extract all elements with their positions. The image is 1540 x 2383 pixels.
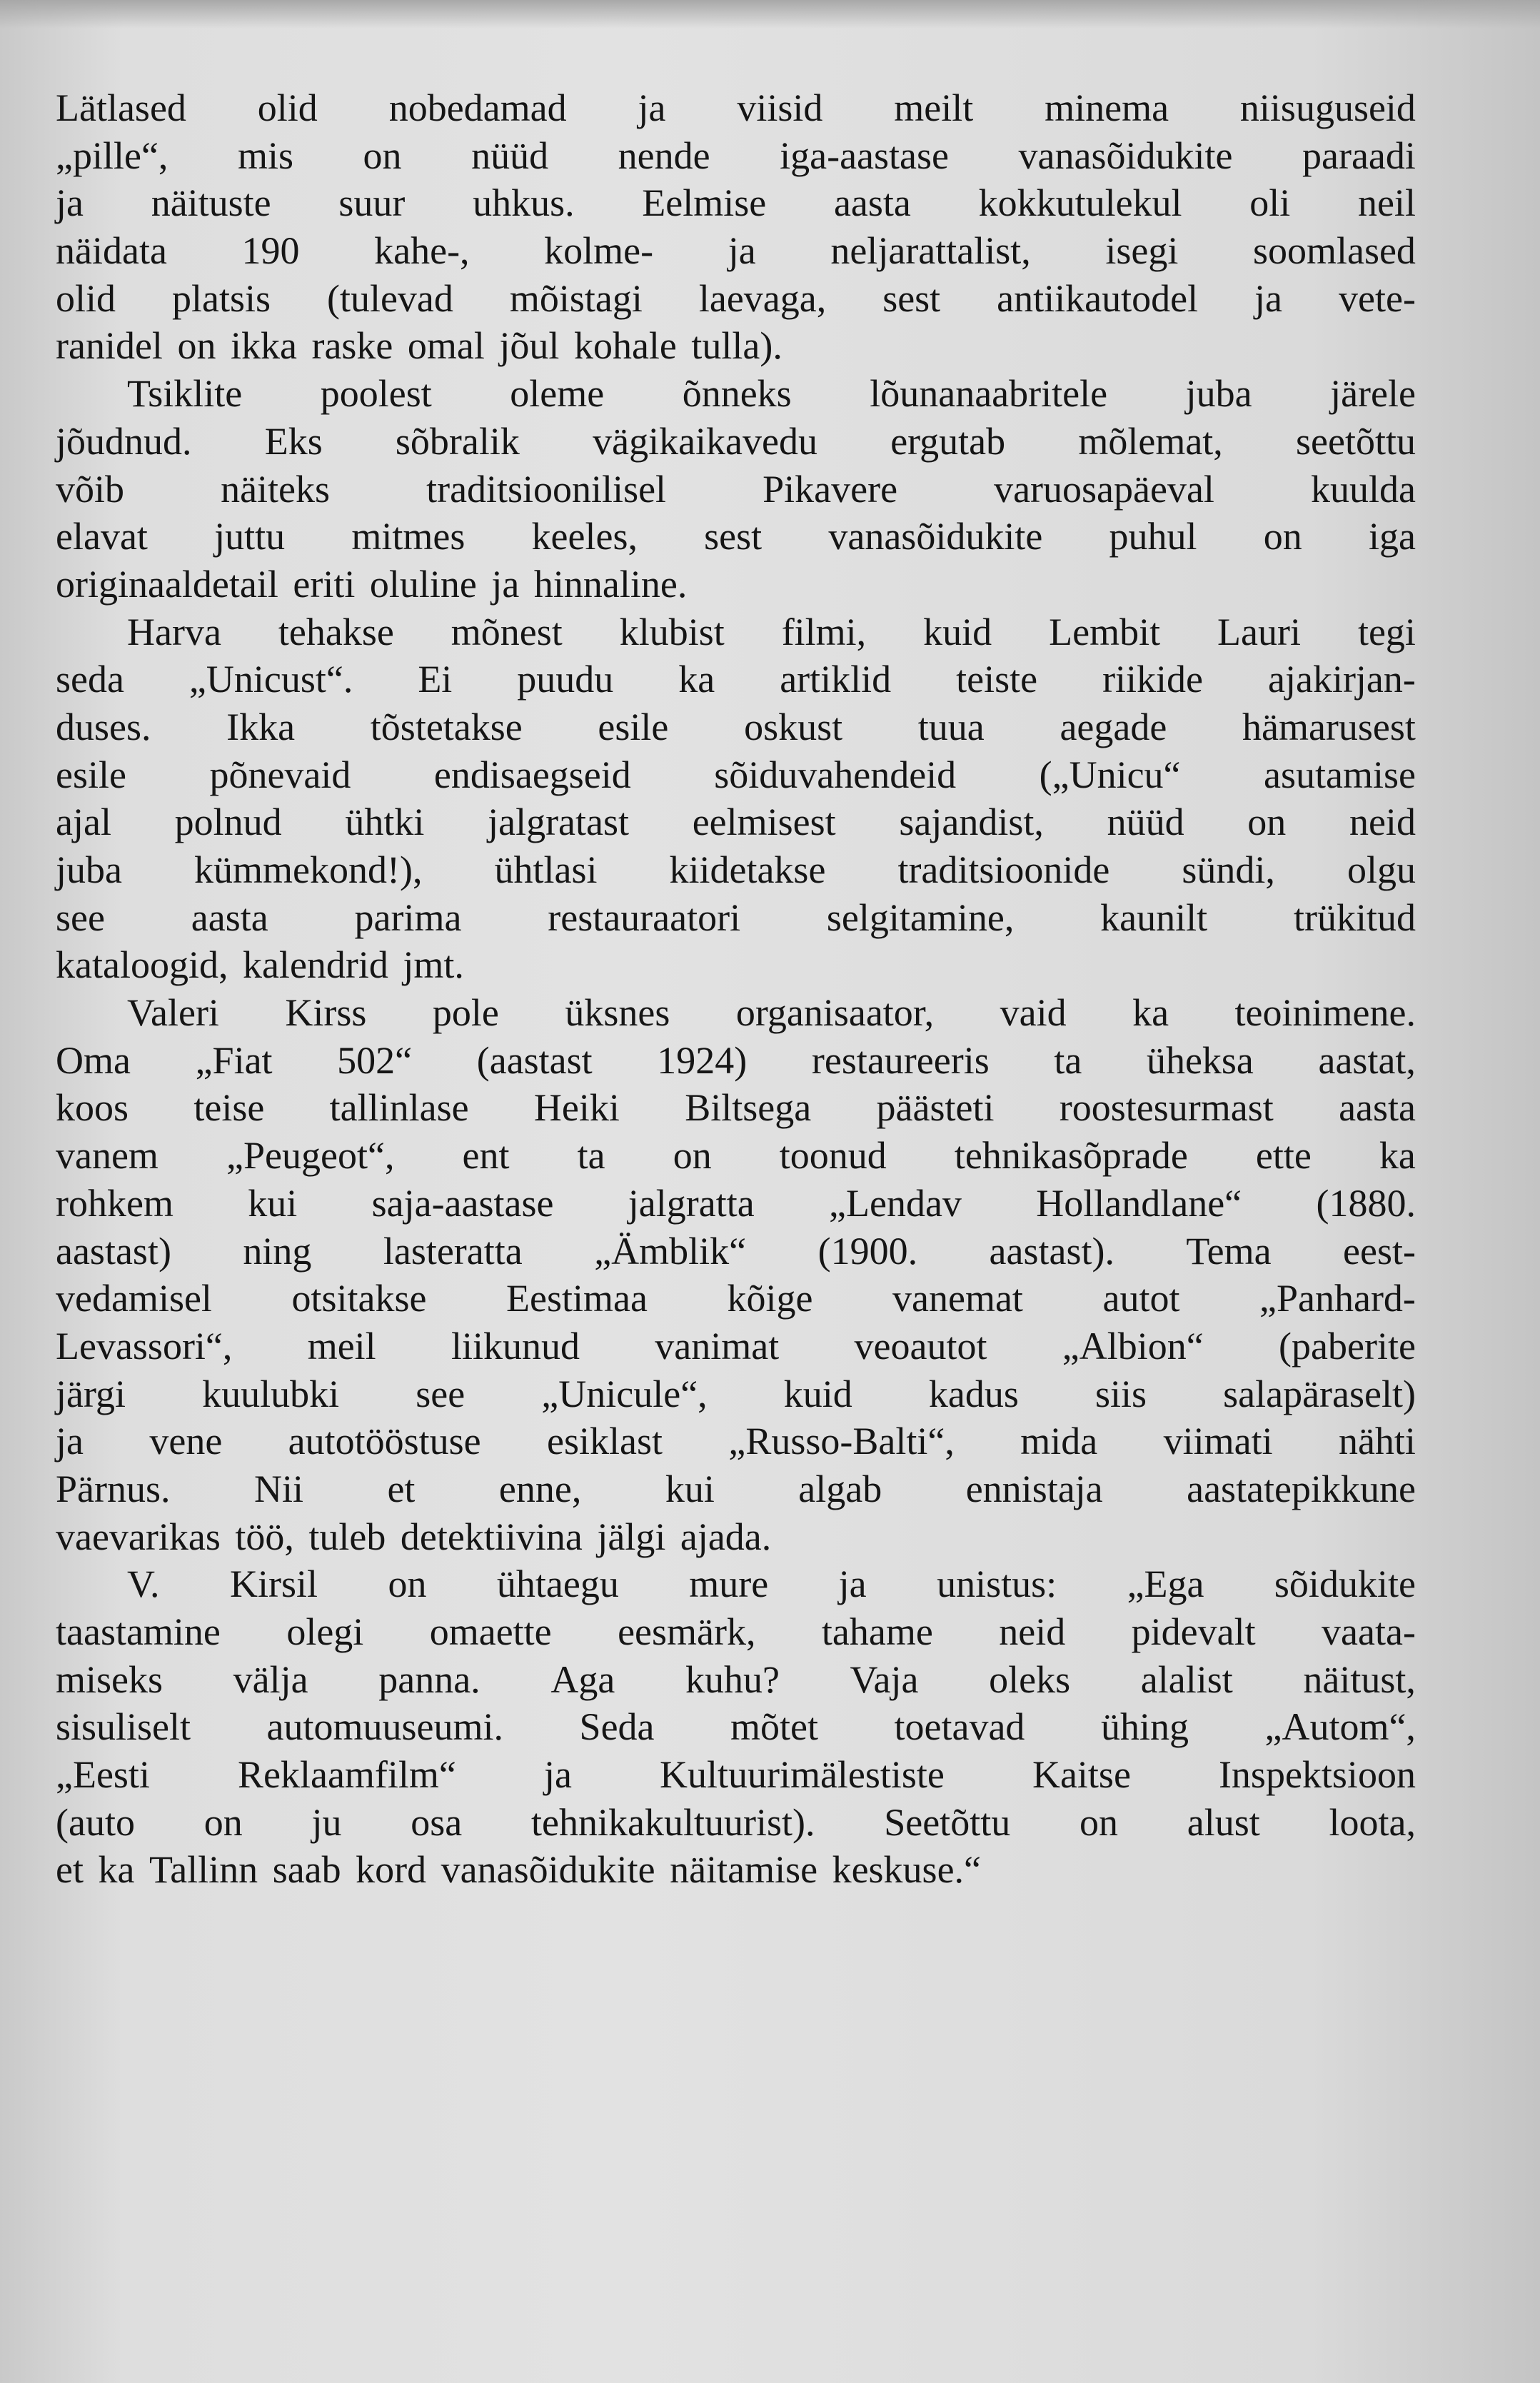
text-line: Levassori“, meil liikunud vanimat veoautot „Albion“ (paberite: [56, 1324, 1416, 1368]
text-line: ja vene autotööstuse esiklast „Russo-Balti“, mida viimati nähti: [56, 1420, 1416, 1463]
text-line: ja näituste suur uhkus. Eelmise aasta kokkutulekul oli neil: [56, 181, 1416, 225]
text-line: rohkem kui saja-aastase jalgratta „Lendav Hollandlane“ (1880.: [56, 1181, 1416, 1225]
text-line: ranidel on ikka raske omal jõul kohale tulla).: [56, 324, 782, 368]
text-line: esile põnevaid endisaegseid sõiduvahendeid („Unicu“ asutamise: [56, 753, 1416, 796]
text-line: vaevarikas töö, tuleb detektiivina jälgi ajada.: [56, 1515, 772, 1558]
text-line: Lätlased olid nobedamad ja viisid meilt minema niisuguseid: [56, 86, 1416, 129]
text-line: Harva tehakse mõnest klubist filmi, kuid Lembit Lauri tegi: [127, 610, 1416, 653]
text-line: miseks välja panna. Aga kuhu? Vaja oleks alalist näitust,: [56, 1657, 1416, 1701]
page-top-shadow: [0, 0, 1540, 29]
text-line: duses. Ikka tõstetakse esile oskust tuua aegade hämarusest: [56, 705, 1416, 748]
text-line: „pille“, mis on nüüd nende iga-aastase vanasõidukite paraadi: [56, 134, 1416, 177]
text-line: näidata 190 kahe-, kolme- ja neljarattalist, isegi soomlased: [56, 229, 1416, 273]
text-line: elavat juttu mitmes keeles, sest vanasõidukite puhul on iga: [56, 515, 1416, 558]
text-line: Tsiklite poolest oleme õnneks lõunanaabritele juba järele: [127, 372, 1416, 416]
text-line: (auto on ju osa tehnikakultuurist). Seetõttu on alust loota,: [56, 1800, 1416, 1844]
text-line: Oma „Fiat 502“ (aastast 1924) restaureeris ta üheksa aastat,: [56, 1038, 1416, 1082]
text-line: koos teise tallinlase Heiki Biltsega päästeti roostesurmast aasta: [56, 1086, 1416, 1130]
text-line: Pärnus. Nii et enne, kui algab ennistaja aastatepikkune: [56, 1467, 1416, 1510]
text-line: vedamisel otsitakse Eestimaa kõige vanemat autot „Panhard-: [56, 1277, 1416, 1320]
text-line: Valeri Kirss pole üksnes organisaator, vaid ka teoinimene.: [127, 991, 1416, 1035]
text-line: et ka Tallinn saab kord vanasõidukite näitamise keskuse.“: [56, 1848, 982, 1892]
text-line: järgi kuulubki see „Unicule“, kuid kadus siis salapäraselt): [56, 1372, 1416, 1415]
text-line: võib näiteks traditsioonilisel Pikavere varuosapäeval kuulda: [56, 467, 1416, 511]
text-line: taastamine olegi omaette eesmärk, tahame neid pidevalt vaata-: [56, 1610, 1416, 1653]
text-line: „Eesti Reklaamfilm“ ja Kultuurimälestiste Kaitse Inspektsioon: [56, 1753, 1416, 1797]
text-line: jõudnud. Eks sõbralik vägikaikavedu ergutab mõlemat, seetõttu: [56, 419, 1416, 463]
text-line: olid platsis (tulevad mõistagi laevaga, sest antiikautodel ja vete-: [56, 276, 1416, 320]
text-line: juba kümmekond!), ühtlasi kiidetakse traditsioonide sündi, olgu: [56, 848, 1416, 891]
text-line: seda „Unicust“. Ei puudu ka artiklid teiste riikide ajakirjan-: [56, 658, 1416, 701]
text-line: ajal polnud ühtki jalgratast eelmisest sajandist, nüüd on neid: [56, 801, 1416, 844]
text-line: aastast) ning lasteratta „Ämblik“ (1900. aastast). Tema eest-: [56, 1229, 1416, 1273]
text-line: sisuliselt automuuseumi. Seda mõtet toetavad ühing „Autom“,: [56, 1705, 1416, 1749]
text-line: originaaldetail eriti oluline ja hinnaline.: [56, 562, 688, 606]
text-line: vanem „Peugeot“, ent ta on toonud tehnikasõprade ette ka: [56, 1134, 1416, 1178]
body-text: [56, 84, 1416, 1894]
text-line: V. Kirsil on ühtaegu mure ja unistus: „Ega sõidukite: [127, 1562, 1416, 1606]
text-line: see aasta parima restauraatori selgitamine, kaunilt trükitud: [56, 895, 1416, 939]
text-line: kataloogid, kalendrid jmt.: [56, 943, 464, 987]
